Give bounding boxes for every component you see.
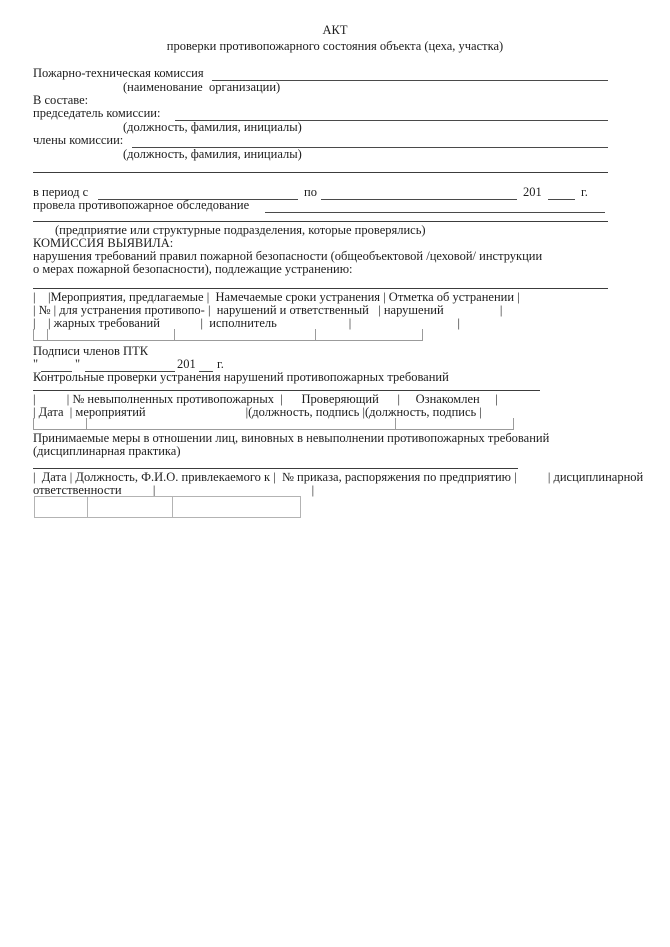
control-heading: Контрольные проверки устранения нарушений противопожарных требований	[33, 370, 449, 384]
chairman-label: председатель комиссии:	[33, 106, 161, 120]
table2-cell-measures	[86, 418, 395, 430]
measures-line2: (дисциплинарная практика)	[33, 444, 181, 458]
period-year: 201	[523, 185, 542, 199]
table3-top-rule	[33, 468, 518, 469]
table1-cell-measures	[47, 329, 174, 341]
period-year-suffix: г.	[581, 185, 588, 199]
doc-title: АКТ	[322, 23, 348, 37]
members-extra-blank	[33, 172, 608, 173]
survey-blank	[265, 212, 605, 213]
table3-header-row-2: ответственности | |	[33, 483, 315, 497]
findings-heading: КОМИССИЯ ВЫЯВИЛА:	[33, 236, 174, 250]
date-year-suffix: г.	[217, 357, 224, 371]
table3-header-row-1: | Дата | Должность, Ф.И.О. привлекаемого к | № приказа, распоряжения по предприятию | | дисциплинарной	[33, 470, 644, 484]
table2-top-rule	[33, 390, 540, 391]
doc-subtitle: проверки противопожарного состояния объекта (цеха, участка)	[166, 39, 504, 53]
date-quote-close: "	[75, 357, 81, 371]
table1-cell-num	[33, 329, 47, 341]
table2-cell-date	[33, 418, 86, 430]
findings-line2: о мерах пожарной безопасности), подлежащие устранению:	[33, 262, 353, 276]
table3-empty-row	[34, 496, 301, 518]
table1-cell-deadline	[174, 329, 315, 341]
measures-line1: Принимаемые меры в отношении лиц, виновных в невыполнении противопожарных требований	[33, 431, 550, 445]
period-po: по	[304, 185, 317, 199]
survey-extra-blank	[33, 221, 608, 222]
signatures-label: Подписи членов ПТК	[33, 344, 149, 358]
period-year-blank	[548, 199, 575, 200]
table2-empty-row	[33, 418, 514, 430]
table1-cell-mark	[315, 329, 423, 341]
members-label: члены комиссии:	[33, 133, 124, 147]
table3-cell-person	[87, 496, 173, 518]
survey-label: провела противопожарное обследование	[33, 198, 250, 212]
table1-header-row-1: | |Мероприятия, предлагаемые | Намечаемые сроки устранения | Отметка об устранении |	[33, 290, 520, 304]
table3-cell-date	[34, 496, 88, 518]
table1-header-row-3: | | жарных требований | исполнитель | |	[33, 316, 460, 330]
date-year: 201	[177, 357, 196, 371]
period-to-blank	[321, 199, 517, 200]
position-hint-1: (должность, фамилия, инициалы)	[123, 120, 302, 134]
org-hint: (наименование организации)	[123, 80, 281, 94]
table2-header-row-1: | | № невыполненных противопожарных | Проверяющий | Ознакомлен |	[33, 392, 498, 406]
date-quote-open: "	[33, 357, 39, 371]
survey-hint: (предприятие или структурные подразделения, которые проверялись)	[55, 223, 426, 237]
findings-line1: нарушения требований правил пожарной безопасности (общеобъектовой /цеховой/ инструкции	[33, 249, 543, 263]
commission-label: Пожарно-техническая комиссия	[33, 66, 204, 80]
composition-label: В составе:	[33, 93, 89, 107]
table2-header-row-2: | Дата | мероприятий |(должность, подпись |(должность, подпись |	[33, 405, 482, 419]
table1-header-row-2: | № | для устранения противопо- | нарушений и ответственный | нарушений |	[33, 303, 503, 317]
table2-cell-inspector	[395, 418, 514, 430]
table3-cell-order	[172, 496, 301, 518]
table1-top-rule	[33, 288, 608, 289]
period-prefix: в период с	[33, 185, 89, 199]
table1-empty-row	[33, 329, 423, 341]
position-hint-2: (должность, фамилия, инициалы)	[123, 147, 302, 161]
